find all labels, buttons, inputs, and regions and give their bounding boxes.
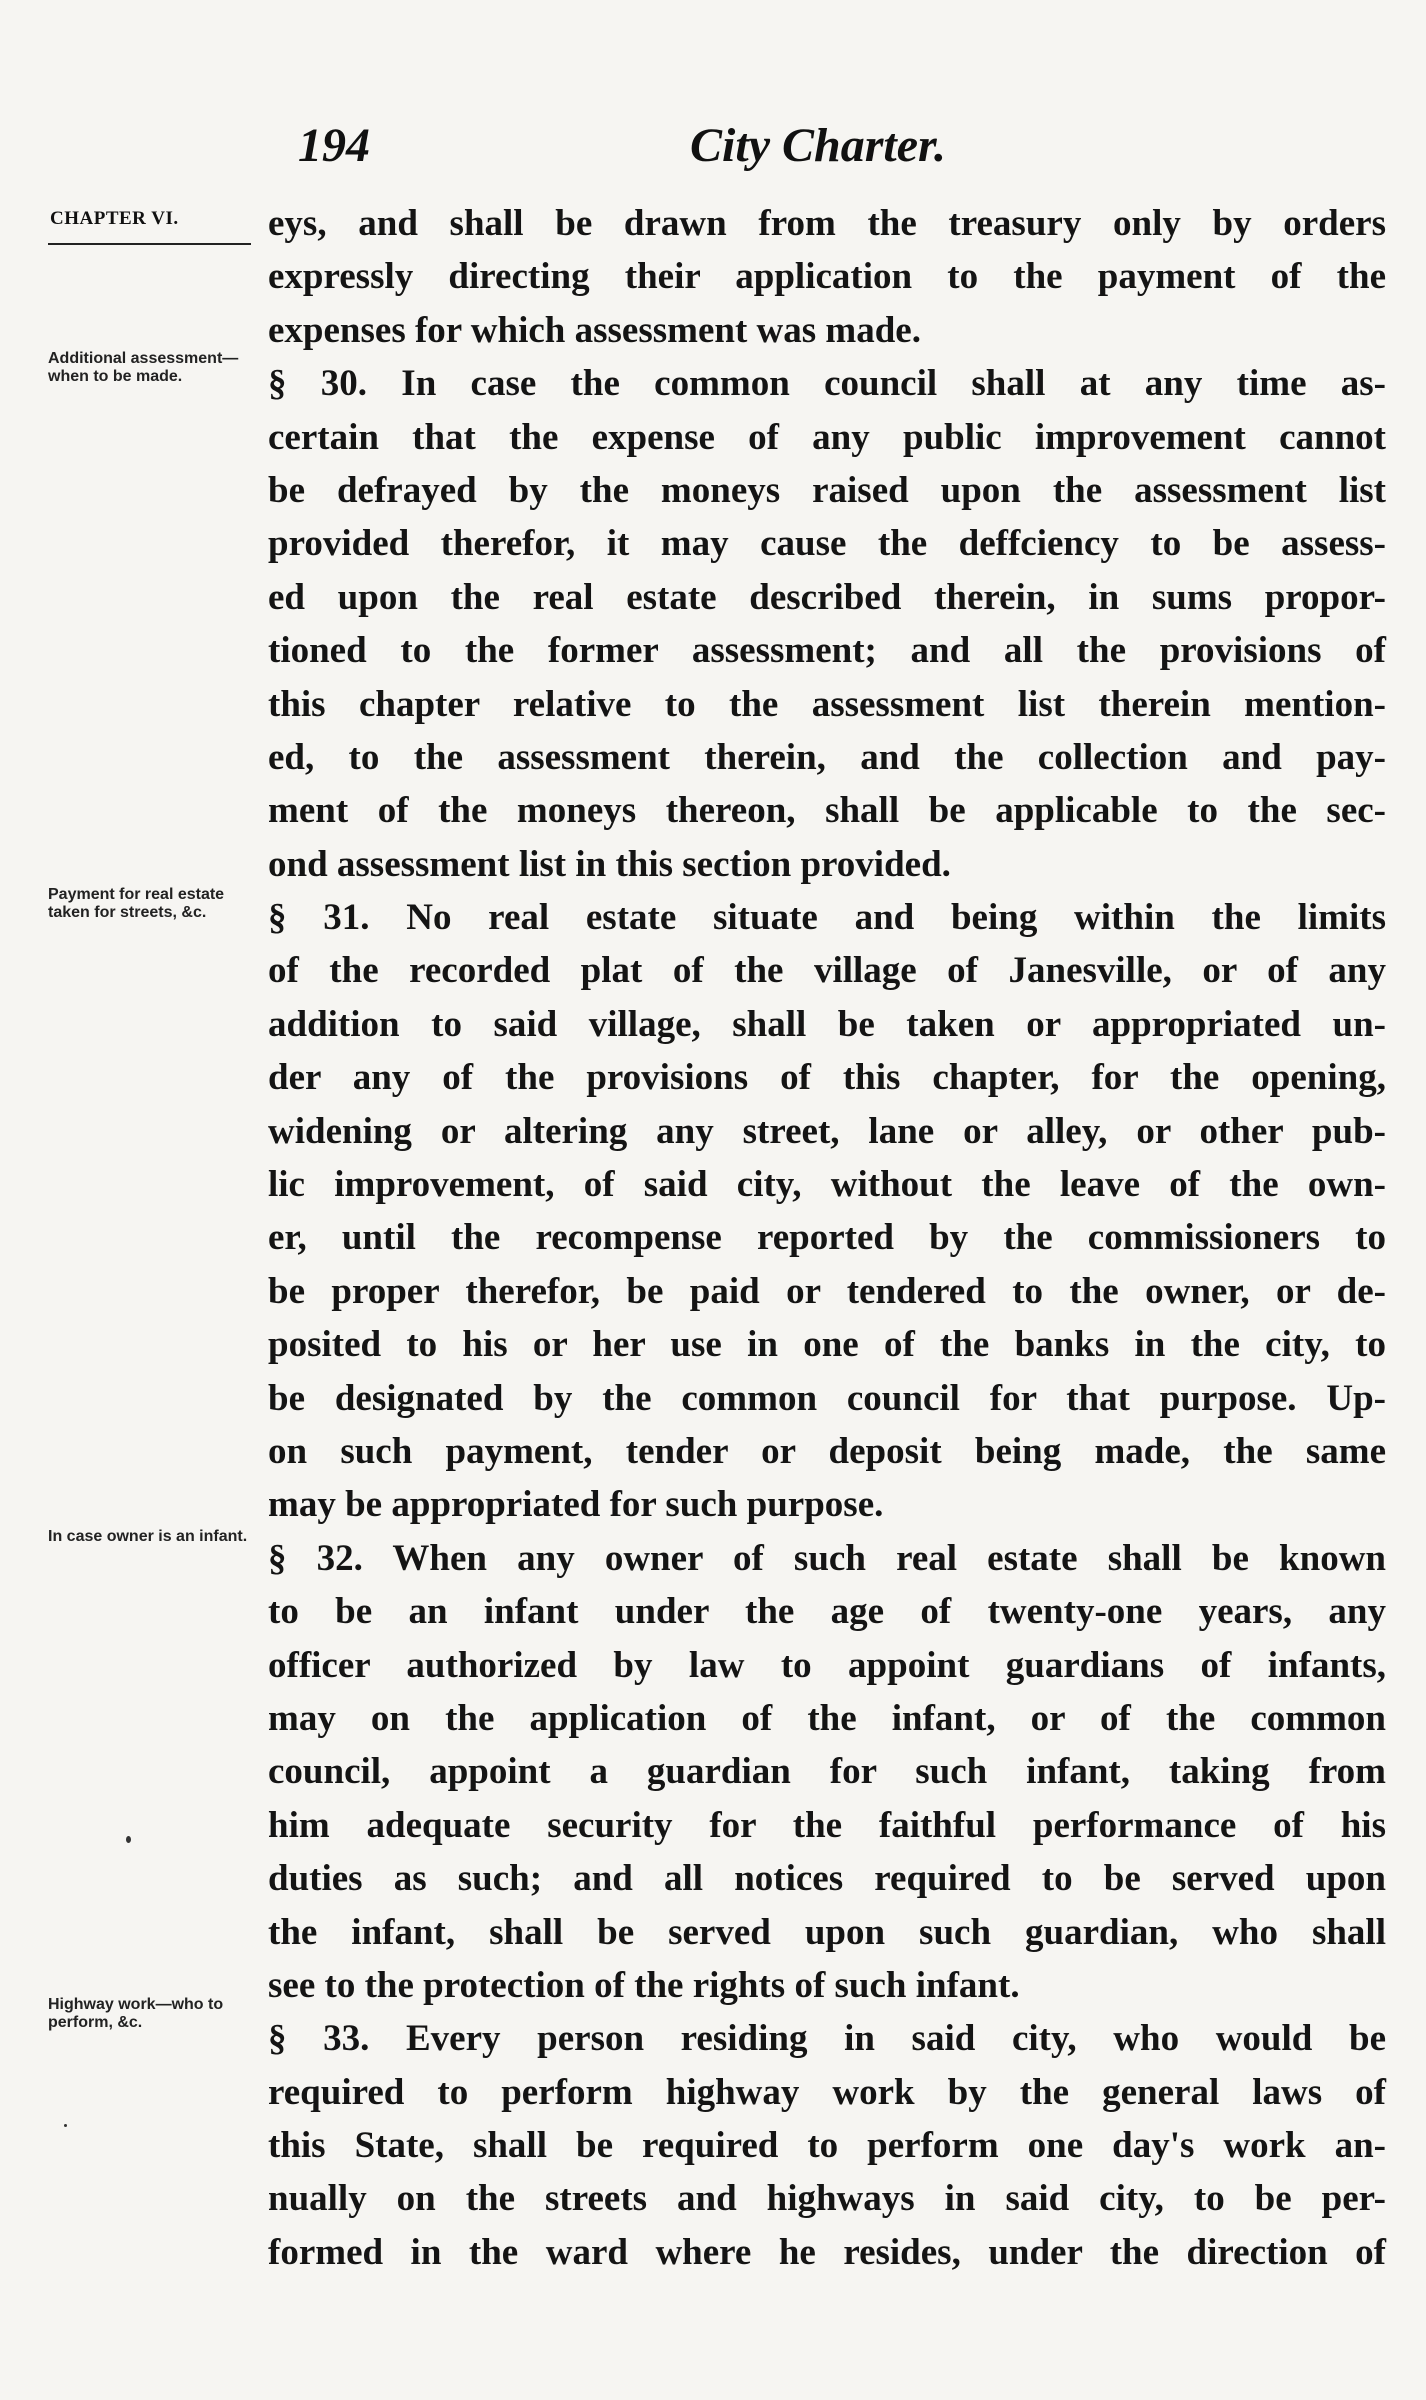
text-line: ment of the moneys thereon, shall be applicable to the sec-	[268, 790, 1386, 832]
text-line: see to the protection of the rights of such infant.	[268, 1964, 1020, 2006]
chapter-rule	[48, 243, 251, 245]
text-line: widening or altering any street, lane or alley, or other pub-	[268, 1110, 1386, 1152]
text-line: may on the application of the infant, or of the common	[268, 1697, 1386, 1739]
text-line: formed in the ward where he resides, under the direction of	[268, 2231, 1386, 2273]
running-title: City Charter.	[690, 119, 947, 172]
text-line: § 31. No real estate situate and being within the limits	[268, 897, 1386, 939]
text-line: er, until the recompense reported by the commissioners to	[268, 1217, 1386, 1259]
text-line: of the recorded plat of the village of Janesville, or of any	[268, 950, 1386, 992]
text-line: tioned to the former assessment; and all the provisions of	[268, 630, 1386, 672]
text-line: council, appoint a guardian for such infant, taking from	[268, 1751, 1386, 1793]
body-text	[268, 197, 1386, 2279]
text-line: expressly directing their application to the payment of the	[268, 256, 1386, 298]
text-line: be designated by the common council for that purpose. Up-	[268, 1377, 1386, 1419]
chapter-label: CHAPTER VI.	[50, 208, 179, 229]
text-line: § 32. When any owner of such real estate shall be known	[268, 1537, 1386, 1579]
side-note-highway-work: Highway work—who to perform, &c.	[48, 1996, 224, 2031]
text-line: certain that the expense of any public improvement cannot	[268, 416, 1386, 458]
text-line: required to perform highway work by the general laws of	[268, 2071, 1386, 2113]
text-line: to be an infant under the age of twenty-one years, any	[268, 1591, 1386, 1633]
text-line: provided therefor, it may cause the deffciency to be assess-	[268, 523, 1386, 565]
text-line: lic improvement, of said city, without the leave of the own-	[268, 1164, 1386, 1206]
page-number: 194	[298, 119, 370, 172]
text-line: the infant, shall be served upon such guardian, who shall	[268, 1911, 1386, 1953]
text-line: officer authorized by law to appoint guardians of infants,	[268, 1644, 1386, 1686]
text-line: § 30. In case the common council shall at any time as-	[268, 363, 1386, 405]
text-line: der any of the provisions of this chapter, for the opening,	[268, 1057, 1386, 1099]
ink-speck	[126, 1836, 131, 1843]
side-note-additional-assessment: Additional assessment—when to be made.	[48, 350, 239, 385]
text-line: addition to said village, shall be taken or appropriated un-	[268, 1003, 1386, 1045]
page-header	[0, 118, 1426, 178]
text-line: nually on the streets and highways in said city, to be per-	[268, 2178, 1386, 2220]
ink-speck	[64, 2124, 67, 2127]
text-line: ed upon the real estate described therein, in sums propor-	[268, 576, 1386, 618]
text-line: him adequate security for the faithful performance of his	[268, 1804, 1386, 1846]
text-line: ed, to the assessment therein, and the collection and pay-	[268, 736, 1386, 778]
text-line: expenses for which assessment was made.	[268, 309, 921, 351]
text-line: this State, shall be required to perform one day's work an-	[268, 2125, 1386, 2167]
side-note-owner-infant: In case owner is an infant.	[48, 1528, 248, 1545]
text-line: this chapter relative to the assessment list therein mention-	[268, 683, 1386, 725]
text-line: be defrayed by the moneys raised upon the assessment list	[268, 469, 1386, 511]
text-line: be proper therefor, be paid or tendered to the owner, or de-	[268, 1270, 1386, 1312]
text-line: may be appropriated for such purpose.	[268, 1484, 884, 1526]
text-line: duties as such; and all notices required to be served upon	[268, 1858, 1386, 1900]
text-line: posited to his or her use in one of the banks in the city, to	[268, 1324, 1386, 1366]
text-line: ond assessment list in this section provided.	[268, 843, 951, 885]
side-note-payment-real-estate: Payment for real estate taken for streets, &c.	[48, 886, 225, 921]
text-line: on such payment, tender or deposit being made, the same	[268, 1430, 1386, 1472]
text-line: eys, and shall be drawn from the treasury only by orders	[268, 203, 1386, 244]
text-line: § 33. Every person residing in said city, who would be	[268, 2018, 1386, 2060]
